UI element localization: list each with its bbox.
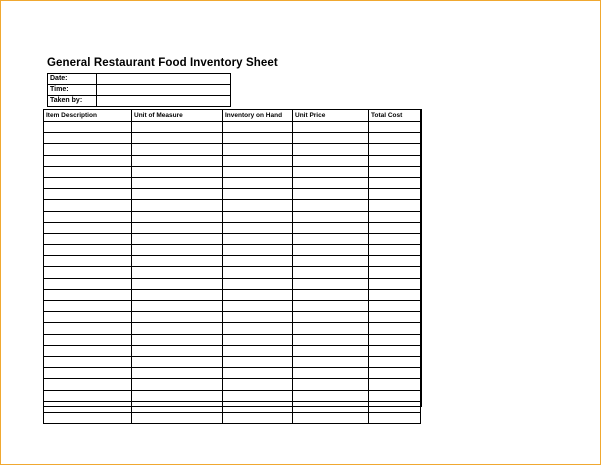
inventory-table-body: [44, 122, 421, 424]
table-cell[interactable]: [369, 211, 421, 222]
table-cell[interactable]: [369, 166, 421, 177]
table-cell[interactable]: [369, 144, 421, 155]
table-cell[interactable]: [223, 122, 293, 133]
header-meta-table: [47, 73, 231, 107]
table-cell[interactable]: [44, 133, 132, 144]
table-cell[interactable]: [369, 256, 421, 267]
table-cell[interactable]: [132, 312, 223, 323]
table-cell[interactable]: [293, 177, 369, 188]
table-cell[interactable]: [44, 245, 132, 256]
table-cell[interactable]: [369, 301, 421, 312]
table-cell[interactable]: [293, 122, 369, 133]
table-row: [44, 144, 421, 155]
table-row: [44, 368, 421, 379]
table-cell[interactable]: [132, 334, 223, 345]
table-cell[interactable]: [132, 222, 223, 233]
table-cell[interactable]: [44, 200, 132, 211]
table-cell[interactable]: [44, 166, 132, 177]
table-row: [44, 334, 421, 345]
table-cell[interactable]: [132, 345, 223, 356]
table-row: [44, 345, 421, 356]
table-cell[interactable]: [293, 412, 369, 423]
table-cell[interactable]: [132, 401, 223, 412]
column-header-inventory-on-hand: Inventory on Hand: [223, 110, 293, 122]
table-cell[interactable]: [369, 345, 421, 356]
table-row: [44, 289, 421, 300]
table-cell[interactable]: [293, 345, 369, 356]
table-cell[interactable]: [223, 211, 293, 222]
table-cell[interactable]: [369, 334, 421, 345]
table-cell[interactable]: [293, 166, 369, 177]
table-cell[interactable]: [223, 256, 293, 267]
table-cell[interactable]: [132, 390, 223, 401]
table-cell[interactable]: [223, 267, 293, 278]
table-cell[interactable]: [293, 356, 369, 367]
table-cell[interactable]: [293, 334, 369, 345]
table-cell[interactable]: [132, 379, 223, 390]
table-cell[interactable]: [223, 189, 293, 200]
table-cell[interactable]: [44, 401, 132, 412]
table-cell[interactable]: [223, 278, 293, 289]
table-cell[interactable]: [369, 278, 421, 289]
table-cell[interactable]: [369, 390, 421, 401]
table-cell[interactable]: [44, 189, 132, 200]
table-cell[interactable]: [132, 166, 223, 177]
table-cell[interactable]: [293, 133, 369, 144]
inventory-table: [43, 109, 421, 424]
table-row: [44, 356, 421, 367]
page-title: General Restaurant Food Inventory Sheet: [47, 57, 278, 69]
table-cell[interactable]: [132, 155, 223, 166]
meta-row-time: [48, 85, 231, 96]
table-row: [44, 189, 421, 200]
table-row: [44, 412, 421, 423]
table-cell[interactable]: [223, 412, 293, 423]
table-cell[interactable]: [223, 233, 293, 244]
table-cell[interactable]: [293, 233, 369, 244]
table-row: [44, 133, 421, 144]
table-cell[interactable]: [223, 155, 293, 166]
table-cell[interactable]: [44, 301, 132, 312]
inventory-header-row: [44, 110, 421, 122]
table-cell[interactable]: [223, 222, 293, 233]
table-row: [44, 233, 421, 244]
table-row: [44, 222, 421, 233]
table-cell[interactable]: [223, 166, 293, 177]
table-cell[interactable]: [132, 200, 223, 211]
table-cell[interactable]: [44, 323, 132, 334]
table-row: [44, 401, 421, 412]
table-cell[interactable]: [223, 289, 293, 300]
meta-value-taken-by[interactable]: [97, 96, 231, 107]
table-cell[interactable]: [369, 379, 421, 390]
table-cell[interactable]: [223, 401, 293, 412]
meta-label-date: Date:: [48, 74, 97, 85]
table-cell[interactable]: [132, 267, 223, 278]
table-cell[interactable]: [369, 267, 421, 278]
column-header-unit-price: Unit Price: [293, 110, 369, 122]
table-cell[interactable]: [44, 122, 132, 133]
table-cell[interactable]: [223, 356, 293, 367]
table-cell[interactable]: [44, 155, 132, 166]
meta-label-taken-by: Taken by:: [48, 96, 97, 107]
table-cell[interactable]: [44, 390, 132, 401]
table-cell[interactable]: [44, 334, 132, 345]
column-header-unit-of-measure: Unit of Measure: [132, 110, 223, 122]
table-cell[interactable]: [293, 401, 369, 412]
table-row: [44, 211, 421, 222]
table-cell[interactable]: [44, 312, 132, 323]
table-row: [44, 166, 421, 177]
table-cell[interactable]: [369, 401, 421, 412]
table-cell[interactable]: [223, 323, 293, 334]
table-cell[interactable]: [44, 267, 132, 278]
table-row: [44, 390, 421, 401]
table-cell[interactable]: [44, 289, 132, 300]
column-header-total-cost: Total Cost: [369, 110, 421, 122]
table-cell[interactable]: [369, 412, 421, 423]
meta-row-taken-by: [48, 96, 231, 107]
meta-label-time: Time:: [48, 85, 97, 96]
table-cell[interactable]: [44, 379, 132, 390]
table-row: [44, 256, 421, 267]
table-cell[interactable]: [293, 144, 369, 155]
table-cell[interactable]: [369, 245, 421, 256]
table-cell[interactable]: [132, 301, 223, 312]
table-cell[interactable]: [293, 245, 369, 256]
table-cell[interactable]: [369, 122, 421, 133]
meta-value-time[interactable]: [97, 85, 231, 96]
table-cell[interactable]: [132, 412, 223, 423]
inventory-table-head: [44, 110, 421, 122]
table-cell[interactable]: [293, 278, 369, 289]
table-cell[interactable]: [369, 233, 421, 244]
table-cell[interactable]: [44, 368, 132, 379]
table-row: [44, 155, 421, 166]
table-row: [44, 278, 421, 289]
table-row: [44, 267, 421, 278]
table-cell[interactable]: [293, 323, 369, 334]
table-cell[interactable]: [223, 312, 293, 323]
table-cell[interactable]: [132, 245, 223, 256]
table-cell[interactable]: [293, 189, 369, 200]
table-cell[interactable]: [132, 144, 223, 155]
table-cell[interactable]: [44, 278, 132, 289]
table-cell[interactable]: [369, 222, 421, 233]
table-cell[interactable]: [44, 256, 132, 267]
table-cell[interactable]: [369, 312, 421, 323]
table-cell[interactable]: [132, 368, 223, 379]
table-cell[interactable]: [293, 368, 369, 379]
table-cell[interactable]: [293, 390, 369, 401]
table-cell[interactable]: [223, 379, 293, 390]
table-cell[interactable]: [293, 312, 369, 323]
table-row: [44, 200, 421, 211]
table-cell[interactable]: [369, 155, 421, 166]
table-cell[interactable]: [132, 177, 223, 188]
table-row: [44, 379, 421, 390]
table-cell[interactable]: [369, 200, 421, 211]
table-cell[interactable]: [132, 211, 223, 222]
table-row: [44, 312, 421, 323]
table-cell[interactable]: [293, 211, 369, 222]
table-cell[interactable]: [132, 289, 223, 300]
table-cell[interactable]: [223, 200, 293, 211]
table-cell[interactable]: [369, 189, 421, 200]
table-cell[interactable]: [44, 412, 132, 423]
meta-row-date: [48, 74, 231, 85]
table-cell[interactable]: [132, 323, 223, 334]
table-cell[interactable]: [293, 256, 369, 267]
table-cell[interactable]: [223, 133, 293, 144]
table-cell[interactable]: [293, 155, 369, 166]
meta-value-date[interactable]: [97, 74, 231, 85]
table-cell[interactable]: [44, 345, 132, 356]
table-cell[interactable]: [132, 122, 223, 133]
table-cell[interactable]: [223, 144, 293, 155]
table-cell[interactable]: [369, 368, 421, 379]
table-cell[interactable]: [369, 323, 421, 334]
table-row: [44, 323, 421, 334]
table-cell[interactable]: [132, 233, 223, 244]
table-cell[interactable]: [44, 222, 132, 233]
table-cell[interactable]: [293, 267, 369, 278]
table-cell[interactable]: [369, 289, 421, 300]
header-meta-body: [48, 74, 231, 107]
table-row: [44, 177, 421, 188]
table-cell[interactable]: [44, 233, 132, 244]
table-cell[interactable]: [293, 200, 369, 211]
table-cell[interactable]: [223, 301, 293, 312]
table-cell[interactable]: [132, 278, 223, 289]
table-cell[interactable]: [132, 356, 223, 367]
table-cell[interactable]: [369, 356, 421, 367]
table-row: [44, 245, 421, 256]
table-cell[interactable]: [223, 368, 293, 379]
table-cell[interactable]: [132, 256, 223, 267]
table-cell[interactable]: [44, 211, 132, 222]
table-cell[interactable]: [44, 177, 132, 188]
table-cell[interactable]: [293, 379, 369, 390]
table-cell[interactable]: [293, 222, 369, 233]
table-cell[interactable]: [369, 133, 421, 144]
table-cell[interactable]: [223, 245, 293, 256]
table-cell[interactable]: [44, 144, 132, 155]
table-cell[interactable]: [293, 301, 369, 312]
inventory-sheet: [25, 25, 576, 440]
table-cell[interactable]: [369, 177, 421, 188]
table-row: [44, 301, 421, 312]
table-row: [44, 122, 421, 133]
table-cell[interactable]: [223, 177, 293, 188]
table-cell[interactable]: [223, 345, 293, 356]
table-cell[interactable]: [223, 390, 293, 401]
table-cell[interactable]: [293, 289, 369, 300]
table-cell[interactable]: [132, 189, 223, 200]
table-cell[interactable]: [132, 133, 223, 144]
table-cell[interactable]: [223, 334, 293, 345]
table-cell[interactable]: [44, 356, 132, 367]
column-header-item-description: Item Description: [44, 110, 132, 122]
